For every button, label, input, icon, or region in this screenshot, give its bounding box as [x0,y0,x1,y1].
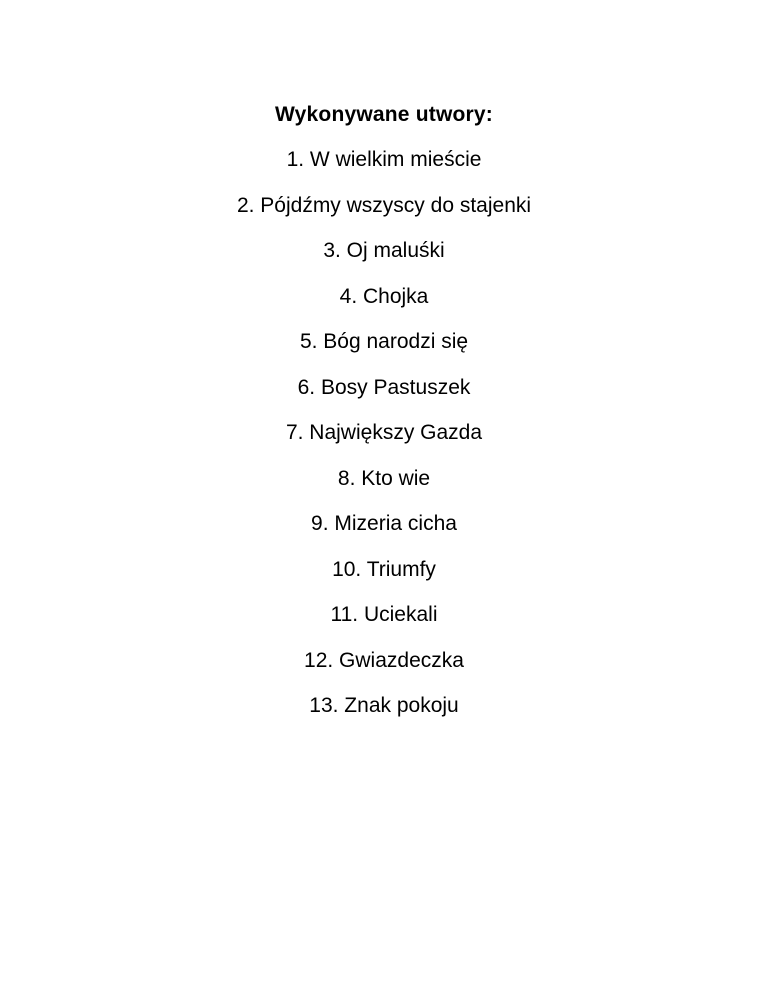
list-item: 8. Kto wie [337,466,431,490]
list-item: 4. Chojka [339,284,429,308]
list-item: 7. Największy Gazda [285,421,483,444]
list-item: 6. Bosy Pastuszek [297,375,471,399]
list-item: 3. Oj maluśki [323,239,445,262]
list-item: 1. W wielkim mieście [286,148,482,171]
list-item: 12. Gwiazdeczka [304,648,464,672]
document-content [0,92,768,729]
page-title: Wykonywane utwory: [275,103,493,126]
list-item: 9. Mizeria cicha [311,512,457,535]
list-item: 5. Bóg narodzi się [299,330,469,353]
list-item: 10. Triumfy [332,557,436,581]
list-item: 2. Pójdźmy wszyscy do stajenki [236,193,532,217]
track-list [0,137,768,729]
list-item: 13. Znak pokoju [309,694,459,717]
list-item: 11. Uciekali [330,603,438,626]
